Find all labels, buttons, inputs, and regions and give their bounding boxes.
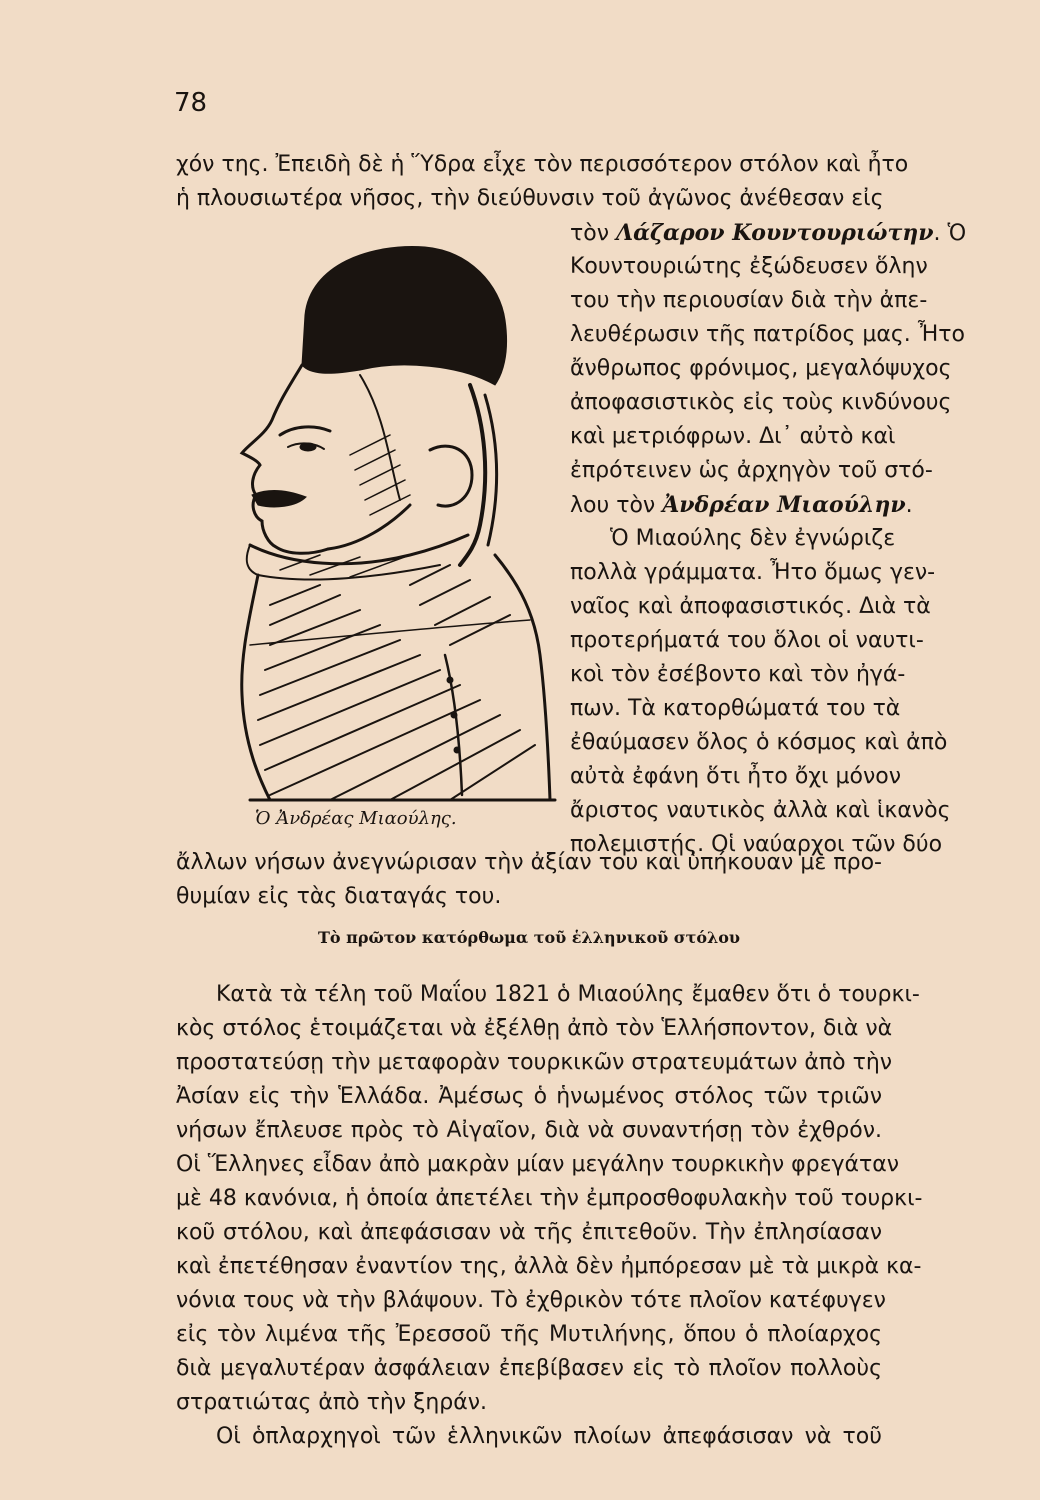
- text-line: Οἱ ὁπλαρχηγοὶ τῶν ἑλληνικῶν πλοίων ἀπεφάσισαν νὰ τοῦ: [216, 1424, 882, 1449]
- text-line: Ὁ Μιαούλης δὲν ἐγνώριζε: [610, 526, 896, 551]
- text-line: κοῦ στόλου, καὶ ἀπεφάσισαν νὰ τῆς ἐπιτεθοῦν. Τὴν ἐπλησίασαν: [176, 1220, 882, 1245]
- section-heading: Τὸ πρῶτον κατόρθωμα τοῦ ἑλληνικοῦ στόλου: [317, 928, 741, 947]
- text-line: λευθέρωσιν τῆς πατρίδος μας. Ἦτο: [570, 322, 966, 347]
- text-line: μὲ 48 κανόνια, ἡ ὁποία ἀπετέλει τὴν ἐμπροσθοφυλακὴν τοῦ τουρκι-: [176, 1186, 923, 1211]
- text-line: αὐτὰ ἐφάνη ὅτι ἦτο ὄχι μόνον: [570, 764, 901, 789]
- text-line: ἄλλων νήσων ἀνεγνώρισαν τὴν ἀξίαν του καὶ ὑπήκουαν μὲ προ-: [176, 850, 882, 875]
- text-line: του τὴν περιουσίαν διὰ τὴν ἀπε-: [570, 288, 928, 313]
- text-line: ἐθαύμασεν ὅλος ὁ κόσμος καὶ ἀπὸ: [570, 730, 948, 755]
- text-line: προστατεύσῃ τὴν μεταφορὰν τουρκικῶν στρατευμάτων ἀπὸ τὴν: [176, 1050, 893, 1075]
- text-line: διὰ μεγαλυτέραν ἀσφάλειαν ἐπεβίβασεν εἰς τὸ πλοῖον πολλοὺς: [176, 1356, 882, 1381]
- text-line: τὸν Λάζαρον Κουντουριώτην. Ὁ: [570, 220, 967, 246]
- text-line: νήσων ἔπλευσε πρὸς τὸ Αἰγαῖον, διὰ νὰ συναντήσῃ τὸν ἐχθρόν.: [176, 1118, 882, 1143]
- text-line: καὶ ἐπετέθησαν ἐναντίον της, ἀλλὰ δὲν ἠμπόρεσαν μὲ τὰ μικρὰ κα-: [176, 1254, 922, 1279]
- text-line: Κατὰ τὰ τέλη τοῦ Μαΐου 1821 ὁ Μιαούλης ἔμαθεν ὅτι ὁ τουρκι-: [216, 982, 920, 1007]
- text-line: Κουντουριώτης ἐξώδευσεν ὅλην: [570, 254, 928, 279]
- text-line: ναῖος καὶ ἀποφασιστικός. Διὰ τὰ: [570, 594, 931, 619]
- page-number: 78: [174, 88, 208, 118]
- text-line: καὶ μετριόφρων. Δι᾿ αὐτὸ καὶ: [570, 424, 896, 449]
- text-line: προτερήματά του ὅλοι οἱ ναυτι-: [570, 628, 924, 653]
- portrait-miaoulis-illustration: [210, 225, 560, 810]
- text-line: κοὶ τὸν ἐσέβοντο καὶ τὸν ἠγά-: [570, 662, 906, 687]
- text-line: λου τὸν Ἀνδρέαν Μιαούλην.: [570, 492, 913, 518]
- text-line: πολεμιστής. Οἱ ναύαρχοι τῶν δύο: [570, 832, 943, 857]
- text-line: ἀποφασιστικὸς εἰς τοὺς κινδύνους: [570, 390, 952, 415]
- text-line: θυμίαν εἰς τὰς διαταγάς του.: [176, 884, 502, 909]
- text-line: Οἱ Ἕλληνες εἶδαν ἀπὸ μακρὰν μίαν μεγάλην τουρκικὴν φρεγάταν: [176, 1152, 900, 1177]
- text-line: ἄριστος ναυτικὸς ἀλλὰ καὶ ἱκανὸς: [570, 798, 951, 823]
- portrait-caption: Ὁ Ἀνδρέας Μιαούλης.: [255, 808, 457, 829]
- text-line: κὸς στόλος ἑτοιμάζεται νὰ ἐξέλθῃ ἀπὸ τὸν Ἑλλήσποντον, διὰ νὰ: [176, 1016, 893, 1041]
- text-line: Ἀσίαν εἰς τὴν Ἑλλάδα. Ἀμέσως ὁ ἡνωμένος στόλος τῶν τριῶν: [176, 1084, 882, 1109]
- text-line: ἐπρότεινεν ὡς ἀρχηγὸν τοῦ στό-: [570, 458, 933, 483]
- text-line: πολλὰ γράμματα. Ἦτο ὅμως γεν-: [570, 560, 936, 585]
- name-miaoulis: Ἀνδρέαν Μιαούλην: [662, 492, 906, 518]
- text-line: ἡ πλουσιωτέρα νῆσος, τὴν διεύθυνσιν τοῦ ἀγῶνος ἀνέθεσαν εἰς: [176, 186, 884, 211]
- text-line: στρατιώτας ἀπὸ τὴν ξηράν.: [176, 1390, 488, 1415]
- text-line: χόν της. Ἐπειδὴ δὲ ἡ Ὕδρα εἶχε τὸν περισσότερον στόλον καὶ ἦτο: [176, 152, 909, 177]
- text-line: νόνια τους νὰ τὴν βλάψουν. Τὸ ἐχθρικὸν τότε πλοῖον κατέφυγεν: [176, 1288, 886, 1313]
- text-line: εἰς τὸν λιμένα τῆς Ἐρεσσοῦ τῆς Μυτιλήνης, ὅπου ὁ πλοίαρχος: [176, 1322, 882, 1347]
- name-kountouriotis: Λάζαρον Κουντουριώτην: [616, 220, 934, 246]
- text-line: πων. Τὰ κατορθώματά του τὰ: [570, 696, 901, 721]
- text-line: ἄνθρωπος φρόνιμος, μεγαλόψυχος: [570, 356, 952, 381]
